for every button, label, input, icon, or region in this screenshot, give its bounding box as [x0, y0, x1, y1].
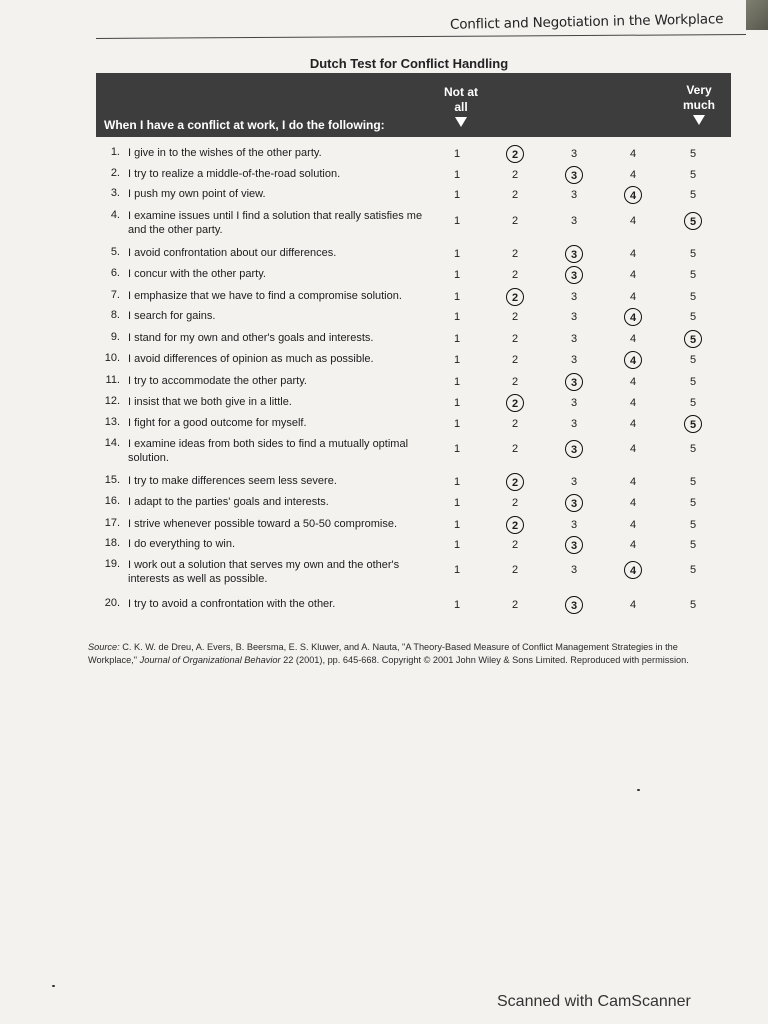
item-statement: I try to avoid a confrontation with the other.: [128, 598, 336, 610]
rating-option: 4: [629, 248, 637, 260]
rating-option: 5: [689, 397, 697, 409]
rating-option-selected: 3: [565, 166, 583, 184]
rating-option: 3: [570, 476, 578, 488]
rating-option-selected: 5: [684, 415, 702, 433]
rating-option: 1: [453, 476, 461, 488]
item-number: 20.: [104, 597, 120, 609]
source-details: 22 (2001), pp. 645-668. Copyright © 2001 John Wiley & Sons Limited. Reproduced with permission.: [283, 655, 689, 665]
rating-option: 3: [570, 148, 578, 160]
rating-option: 1: [453, 418, 461, 430]
item-statement: I do everything to win.: [128, 538, 236, 550]
rating-option: 3: [570, 564, 578, 576]
scan-speck: [637, 789, 640, 791]
rating-option: 1: [453, 539, 461, 551]
rating-option: 2: [511, 354, 519, 366]
rating-option-selected: 2: [506, 394, 524, 412]
rating-option: 4: [629, 215, 637, 227]
rating-option: 1: [453, 215, 461, 227]
rating-option: 5: [689, 169, 697, 181]
item-number: 14.: [104, 437, 120, 449]
item-statement: I adapt to the parties' goals and interests.: [128, 496, 329, 508]
item-statement: I strive whenever possible toward a 50-50 compromise.: [128, 518, 398, 530]
item-statement: I insist that we both give in a little.: [128, 396, 292, 408]
rating-option: 1: [453, 519, 461, 531]
rating-option: 2: [511, 497, 519, 509]
item-number: 16.: [104, 495, 120, 507]
rating-option: 2: [511, 418, 519, 430]
source-authors: C. K. W. de Dreu, A. Evers, B. Beersma, E. S. Kluwer, and A. Nauta, "A Theory-Based Measure of Conflict Management Strategies in the Workplace,": [88, 642, 678, 665]
rating-option: 1: [453, 564, 461, 576]
scan-speck: [52, 985, 55, 987]
rating-option: 2: [511, 333, 519, 345]
rating-option: 2: [511, 269, 519, 281]
rating-option: 5: [689, 248, 697, 260]
rating-option: 2: [511, 311, 519, 323]
rating-option: 1: [453, 443, 461, 455]
rating-option-selected: 3: [565, 596, 583, 614]
rating-option-selected: 4: [624, 186, 642, 204]
rating-option: 4: [629, 291, 637, 303]
item-number: 13.: [104, 416, 120, 428]
scanner-watermark: Scanned with CamScanner: [497, 993, 691, 1010]
source-label: Source:: [88, 642, 120, 652]
rating-option: 4: [629, 148, 637, 160]
rating-option-selected: 4: [624, 561, 642, 579]
rating-option-selected: 3: [565, 440, 583, 458]
rating-option: 4: [629, 519, 637, 531]
rating-option: 2: [511, 443, 519, 455]
item-number: 5.: [110, 246, 120, 258]
rating-option: 1: [453, 497, 461, 509]
rating-option-selected: 5: [684, 330, 702, 348]
rating-option: 3: [570, 397, 578, 409]
item-statement: I fight for a good outcome for myself.: [128, 417, 307, 429]
rating-option: 1: [453, 189, 461, 201]
rating-option-selected: 3: [565, 494, 583, 512]
rating-option: 5: [689, 311, 697, 323]
rating-option: 1: [453, 397, 461, 409]
item-number: 12.: [104, 395, 120, 407]
rating-option: 2: [511, 189, 519, 201]
rating-option: 2: [511, 248, 519, 260]
rating-option: 3: [570, 291, 578, 303]
rating-option: 5: [689, 599, 697, 611]
rating-option: 4: [629, 376, 637, 388]
item-statement: I emphasize that we have to find a compromise solution.: [128, 290, 402, 302]
rating-option: 5: [689, 497, 697, 509]
rating-option: 1: [453, 169, 461, 181]
rating-option: 2: [511, 599, 519, 611]
item-number: 11.: [105, 374, 120, 386]
rating-option: 4: [629, 269, 637, 281]
document-title: Dutch Test for Conflict Handling: [309, 56, 509, 71]
rating-option: 4: [629, 333, 637, 345]
rating-option-selected: 3: [565, 245, 583, 263]
item-statement: I try to accommodate the other party.: [128, 375, 307, 387]
rating-option: 3: [570, 519, 578, 531]
rating-option: 5: [689, 269, 697, 281]
item-number: 4.: [110, 209, 120, 221]
scale-high-text: Very much: [682, 83, 715, 112]
item-statement: I work out a solution that serves my own and the other's interests as well as possible.: [128, 559, 400, 585]
rating-option: 5: [689, 291, 697, 303]
rating-option: 5: [689, 476, 697, 488]
item-number: 19.: [104, 558, 120, 570]
rating-option: 1: [453, 248, 461, 260]
rating-option: 4: [629, 397, 637, 409]
source-journal: Journal of Organizational Behavior: [139, 655, 281, 665]
item-statement: I examine ideas from both sides to find a mutually optimal solution.: [128, 438, 409, 464]
item-statement: I avoid confrontation about our differences.: [128, 247, 337, 259]
rating-option-selected: 5: [684, 212, 702, 230]
rating-option: 5: [689, 148, 697, 160]
scale-low-text: Not at all: [444, 85, 478, 114]
item-number: 10.: [104, 352, 120, 364]
rating-option: 1: [453, 333, 461, 345]
rating-option: 1: [453, 148, 461, 160]
rating-option: 2: [511, 215, 519, 227]
item-number: 17.: [104, 517, 120, 529]
rating-option: 5: [689, 564, 697, 576]
item-number: 15.: [104, 474, 120, 486]
rating-option: 5: [689, 189, 697, 201]
item-number: 18.: [104, 537, 120, 549]
rating-option: 2: [511, 169, 519, 181]
rating-option: 4: [629, 443, 637, 455]
item-statement: I avoid differences of opinion as much as possible.: [128, 353, 374, 365]
rating-option: 4: [629, 418, 637, 430]
rating-option: 1: [453, 269, 461, 281]
rating-option: 3: [570, 354, 578, 366]
source-citation: [88, 641, 728, 667]
rating-option: 2: [511, 564, 519, 576]
rating-option-selected: 2: [506, 473, 524, 491]
item-number: 9.: [110, 331, 120, 343]
item-statement: I examine issues until I find a solution that really satisfies me and the other party.: [128, 210, 423, 236]
rating-option-selected: 2: [506, 288, 524, 306]
rating-option: 1: [453, 354, 461, 366]
rating-option: 3: [570, 311, 578, 323]
item-statement: I concur with the other party.: [128, 268, 266, 280]
rating-option-selected: 4: [624, 351, 642, 369]
item-number: 3.: [110, 187, 120, 199]
rating-option: 2: [511, 376, 519, 388]
item-statement: I search for gains.: [128, 310, 216, 322]
rating-option: 4: [629, 599, 637, 611]
rating-option-selected: 2: [506, 145, 524, 163]
item-statement: I give in to the wishes of the other party.: [128, 147, 322, 159]
item-statement: I try to realize a middle-of-the-road solution.: [128, 168, 341, 180]
rating-option: 5: [689, 443, 697, 455]
item-number: 6.: [110, 267, 120, 279]
rating-option: 1: [453, 311, 461, 323]
item-statement: I push my own point of view.: [128, 188, 266, 200]
rating-option: 4: [629, 476, 637, 488]
rating-option: 4: [629, 539, 637, 551]
rating-option-selected: 3: [565, 373, 583, 391]
rating-option: 5: [689, 354, 697, 366]
item-number: 8.: [110, 309, 120, 321]
rating-option-selected: 2: [506, 516, 524, 534]
rating-option: 3: [570, 189, 578, 201]
rating-option-selected: 3: [565, 536, 583, 554]
item-statement: I try to make differences seem less severe.: [128, 475, 337, 487]
running-header: Conflict and Negotiation in the Workplace: [449, 11, 724, 33]
rating-option: 5: [689, 539, 697, 551]
rating-option-selected: 4: [624, 308, 642, 326]
rating-option: 3: [570, 333, 578, 345]
rating-option: 3: [570, 418, 578, 430]
item-number: 2.: [110, 167, 120, 179]
rating-option: 5: [689, 376, 697, 388]
table-prompt: When I have a conflict at work, I do the following:: [104, 118, 385, 132]
item-number: 7.: [110, 289, 120, 301]
rating-option: 3: [570, 215, 578, 227]
rating-option-selected: 3: [565, 266, 583, 284]
item-statement: I stand for my own and other's goals and interests.: [128, 332, 374, 344]
rating-option: 1: [453, 291, 461, 303]
rating-option: 4: [629, 169, 637, 181]
rating-option: 1: [453, 599, 461, 611]
rating-option: 2: [511, 539, 519, 551]
rating-option: 1: [453, 376, 461, 388]
rating-option: 5: [689, 519, 697, 531]
item-number: 1.: [110, 146, 120, 158]
rating-option: 4: [629, 497, 637, 509]
